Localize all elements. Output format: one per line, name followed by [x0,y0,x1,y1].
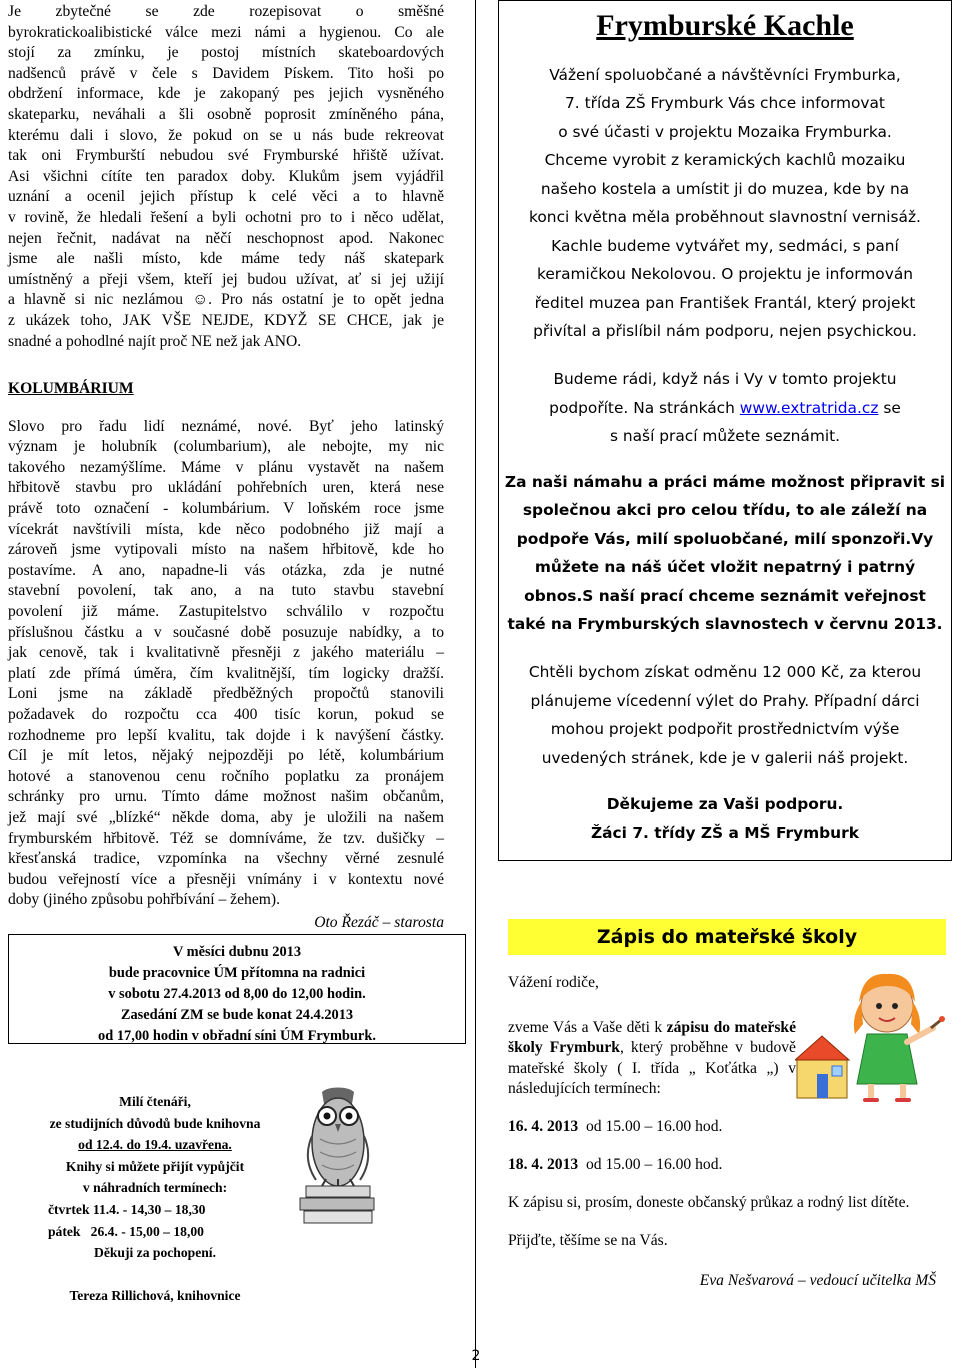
text-line: schránky pro urnu. Tímto dáme možnost našim občanům, [8,788,444,806]
text-line: stojí za zmínku, je postoj místních skateboardových [8,44,444,62]
notice-line: V měsíci dubnu 2013 [172,944,302,960]
kachle-line: Kachle budeme vytvářet my, sedmáci, s paní [551,237,899,255]
kachle-line: Vážení spoluobčané a návštěvníci Frymburka, [549,66,901,84]
text-line: požadavek do rozpočtu cca 400 tisíc korun, pokud se [8,706,444,723]
zapis-closing: Přijďte, těšíme se na Vás. [508,1231,668,1249]
text-line: v rovině, že hledali řešení a byli ochotni pro to i něco udělat, [8,208,444,226]
kachle-support-text-end: se [878,399,901,417]
library-line: Knihy si můžete přijít vypůjčit [65,1158,245,1174]
text-line: platí zde přímá úměra, čím kvalitnější, tím logicky dražší. [8,664,444,682]
kachle-line: Chtěli bychom získat odměnu 12 000 Kč, za kterou [528,663,922,681]
kachle-line: mohou projekt podpořit prostřednictvím výše [550,720,900,738]
text-line: křesťanská tradice, vzpomínka na všechny věrné zesnulé [8,850,444,868]
text-line: právě toto označení - kolumbárium. V loňském roce jsme [8,500,444,518]
text-line: frymburském hřbitově. Též se domníváme, že tzv. dušičky – [8,829,444,847]
text-line: uznání a ocenil jejich přístup k celé věci a to hlavně [8,188,444,206]
text-line: povolení již máme. Zastupitelstvo schválilo v rozpočtu [8,603,444,621]
text-line: Je zbytečné se zde rozepisovat o směšné [8,3,444,20]
library-line: v náhradních termínech: [82,1180,228,1196]
text-line: hřbitově stavbu pro ukládání pohřebních uren, která nese [8,479,444,497]
kachle-support-text: podpoříte. Na stránkách [549,399,740,417]
notice-line: od 17,00 hodin v obřadní síni ÚM Frymburk. [98,1028,376,1044]
zapis-invitation [508,1018,796,1100]
text-line: snadné a pohodlné najít proč NE než jak ANO. [8,332,302,350]
left-column [8,2,444,934]
zapis-date-1 [508,1117,948,1138]
notice-line: Zasedání ZM se bude konat 24.4.2013 [120,1007,354,1023]
kachle-box [498,0,952,861]
kolumbarium-article [8,417,444,911]
zapis-invite-text: zveme Vás a Vaše děti k [508,1018,667,1036]
text-line: skateparku, neváhali a šli osobně poprosit zmíněného pána, [8,105,444,123]
text-line: z ukázek toho, JAK VŠE NEJDE, KDYŽ SE CHCE, jak je [8,311,444,329]
text-line: obdržení informace, kde je zakopaný pes jejich vysněného [8,85,444,103]
kachle-bold-line: společnou akci pro celou třídu, to ale záleží na [522,501,928,519]
kachle-line: plánujeme vícedenní výlet do Prahy. Případní dárci [530,692,920,710]
kachle-bold-line: také na Frymburských slavnostech v červnu 2013. [507,615,943,633]
text-line: nejen řečnit, nadávat na něčí neschopnost apod. Nakonec [8,229,444,247]
zapis-date-2-day: 18. 4. 2013 [508,1155,579,1173]
extratrida-link[interactable]: www.extratrida.cz [739,399,879,417]
text-line: a hlavně si nic nezlámou ☺. Pro nás ostatní je to opět jedna [8,291,444,309]
kachle-class-signature: Žáci 7. třídy ZŠ a MŠ Frymburk [591,824,859,842]
kachle-line: přivítal a přislíbil nám podporu, nejen psychickou. [533,322,917,340]
zapis-date-2 [508,1155,948,1176]
kachle-title: Frymburské Kachle [596,9,854,42]
text-line: Cíl je mít letos, nějaký nejpozději po létě, kolumbárium [8,747,444,765]
kachle-line: Budeme rádi, když nás i Vy v tomto projektu [553,370,897,388]
zapis-bring-documents: K zápisu si, prosím, doneste občanský průkaz a rodný list dítěte. [508,1194,910,1212]
library-friday: pátek 26.4. - 15,00 – 18,00 [48,1223,204,1239]
kachle-line: o své účasti v projektu Mozaika Frymburka. [558,123,892,141]
librarian-signature: Tereza Rillichová, knihovnice [69,1287,241,1303]
kachle-line: ředitel muzea pan František Frantál, který projekt [534,294,916,312]
notice-line: bude pracovnice ÚM přítomna na radnici [108,965,366,981]
text-line: jak cenově, tak i kvalitativně přesněji z jakého materiálu – [8,644,444,662]
text-line: příslušnou částku a v současné době posuzuje nabídky, a to [8,623,444,641]
kachle-line: Chceme vyrobit z keramických kachlů mozaiku [544,151,906,169]
text-line: kterému dali i slovo, že pokud on se u nás bude rekreovat [8,126,444,144]
town-office-notice [8,934,466,1044]
zapis-invite-bold: zápisu do mateřské školy Frymburk [508,1018,797,1057]
kachle-support-line [499,396,951,420]
text-line: umístněný a přeji všem, kteří jej budou užívat, ať si jej užijí [8,270,444,288]
text-line: stavební povolení, tak ano, a na tuto stavbu stavební [8,582,444,600]
text-line: Loni jsme na základě předběžných propočtů stanovili [8,685,444,703]
text-line: tak oni Frymburští nebudou své Frymburské hřiště užívat. [8,147,444,165]
kachle-line: konci května měla proběhnout slavnostní vernisáž. [529,208,921,226]
kachle-line: s naší prací můžete seznámit. [609,427,841,445]
library-notice [10,1091,300,1306]
text-line: Slovo pro řadu lidí neznámé, nové. Byť jeho latinský [8,417,444,435]
text-line: zároveň jsme vytipovali místo na našem hřbitově, kde ho [8,541,444,559]
kachle-line: uvedených stránek, kde je v galerii náš projekt. [541,749,909,767]
zapis-date-1-time: od 15.00 – 16.00 hod. [578,1117,723,1135]
text-line: postavíme. A ano, napadne-li vás otázka, zda je nutné [8,561,444,579]
text-line: význam je holubník (columbarium), ale nebojte, my nic [8,438,444,456]
text-line: jež mají své „blízké“ někde doma, aby je uložili na našem [8,808,444,826]
kachle-bold-line: Za naši námahu a práci máme možnost připravit si [504,473,946,491]
column-divider [475,0,476,1368]
kachle-thanks: Děkujeme za Vaši podporu. [606,795,844,813]
library-greeting: Milí čtenáři, [119,1094,191,1109]
kachle-bold-line: podpoře Vás, milí spoluobčané, milí sponzoři.Vy [516,530,934,548]
library-thursday: čtvrtek 11.4. - 14,30 – 18,30 [48,1201,206,1217]
mayor-signature: Oto Řezáč – starosta [314,913,444,931]
owl-on-books-illustration [292,1084,384,1234]
text-line: doby (jiného způsobu pohřbívání – žehem). [8,891,280,909]
zapis-section [508,970,948,1292]
zapis-date-1-day: 16. 4. 2013 [508,1117,579,1135]
kachle-bold-line: obnos.S naší prací chceme seznámit veřejnost [524,587,926,605]
skatepark-article [8,2,444,352]
kachle-line: keramičkou Nekolovou. O projektu je informován [536,265,914,283]
text-line: rozhodneme pro lepší kvalitu, tak dojde i k navýšení částky. [8,726,444,744]
text-line: Asi všichni cítíte ten paradox doby. Klukům jsem vyjádřil [8,167,444,185]
text-line: nadšenců právě v čele s Davidem Pískem. Tito hoši po [8,64,444,82]
text-line: byrokratickoalibistické válce mezi námi a hygienou. Co ale [8,23,444,41]
text-line: hotové a stanovenou cenu ročního poplatku za pronájem [8,767,444,785]
library-thanks: Děkuji za pochopení. [94,1245,216,1261]
text-line: vícekrát navštívili místa, kde něco podobného již mají a [8,520,444,538]
text-line: takového nezamýšlíme. Máme v plánu vystavět na našem [8,458,444,476]
text-line: jsme ale našli místo, kde máme tedy náš skatepark [8,250,444,268]
zapis-date-2-time: od 15.00 – 16.00 hod. [578,1155,723,1173]
zapis-invite-text-end: , který proběhne v budově mateřské školy ( I. třída „ Koťátka „) v následujících termínech: [508,1039,796,1098]
kachle-bold-line: můžete na náš účet vložit nepatrný i patrný [534,558,916,576]
library-closed: od 12.4. do 19.4. uzavřena. [78,1137,232,1153]
text-line: budou veřejností více a přesněji vnímány i v kontextu nové [8,870,444,888]
page-number: 2 [471,1348,481,1364]
zapis-title: Zápis do mateřské školy [508,919,946,955]
kolumbarium-heading: KOLUMBÁRIUM [8,380,134,398]
zapis-greeting: Vážení rodiče, [508,974,599,991]
library-line: ze studijních důvodů bude knihovna [49,1115,261,1131]
teacher-signature: Eva Nešvarová – vedoucí učitelka MŠ [699,1272,936,1290]
kachle-line: 7. třída ZŠ Frymburk Vás chce informovat [565,94,885,112]
kachle-line: našeho kostela a umístit ji do muzea, kde by na [540,180,910,198]
notice-line: v sobotu 27.4.2013 od 8,00 do 12,00 hodin. [108,986,366,1002]
